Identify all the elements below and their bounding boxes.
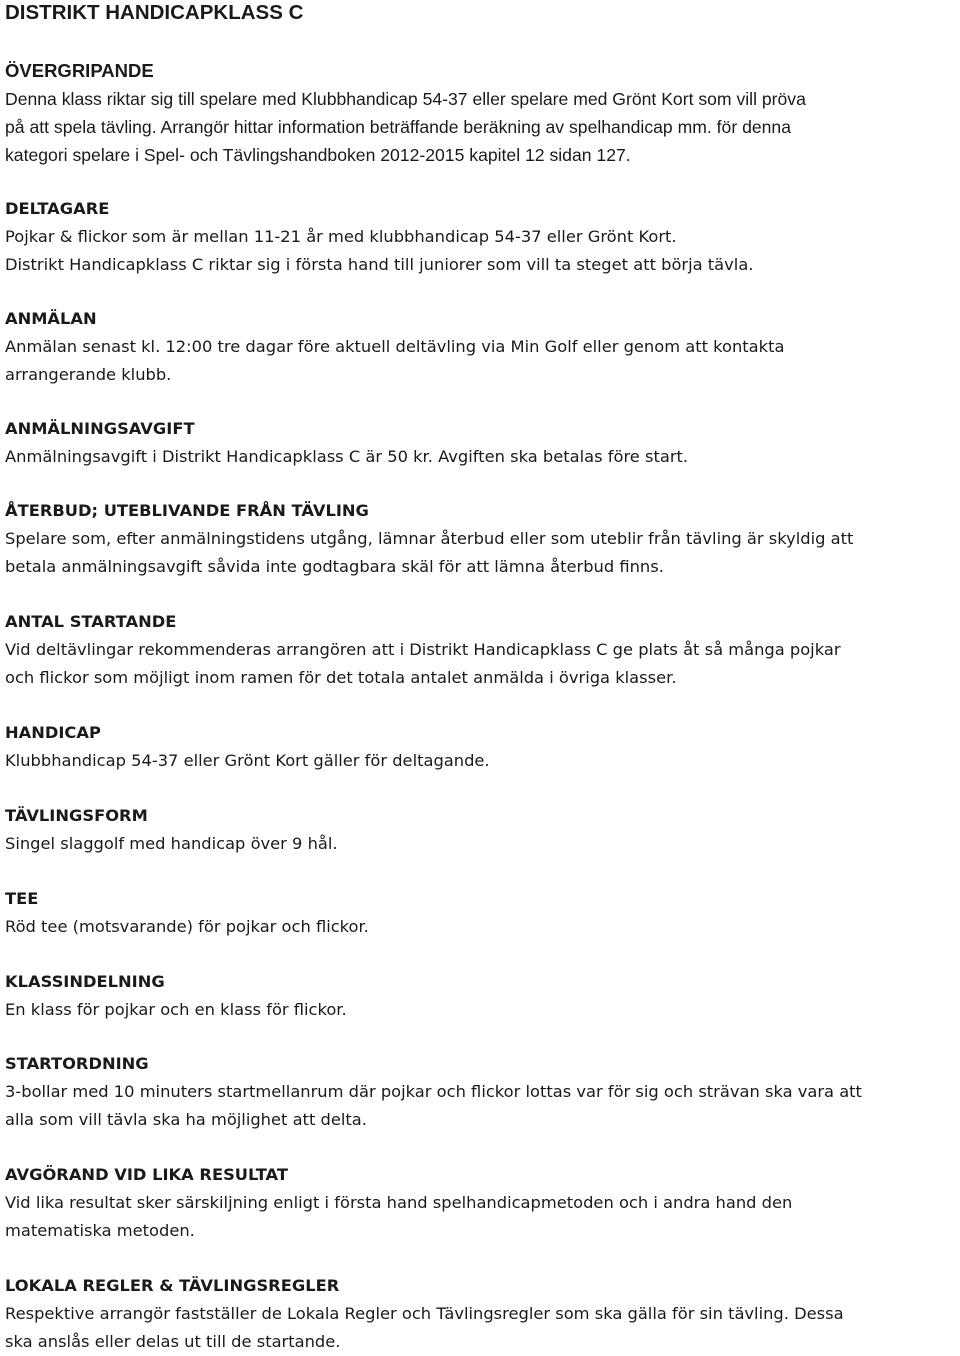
section-tavlingsform bbox=[5, 802, 957, 858]
body-line: Vid deltävlingar rekommenderas arrangören att i Distrikt Handicapklass C ge plats åt så många pojkar bbox=[5, 640, 841, 659]
body-line: Denna klass riktar sig till spelare med Klubbhandicap 54-37 eller spelare med Grönt Kort som vill pröva bbox=[5, 89, 806, 109]
section-heading: TÄVLINGSFORM bbox=[5, 806, 148, 825]
section-heading: TEE bbox=[5, 889, 39, 908]
section-body bbox=[5, 913, 957, 941]
section-body bbox=[5, 996, 957, 1024]
section-body bbox=[5, 1300, 957, 1356]
section-body bbox=[5, 333, 957, 389]
section-aterbud bbox=[5, 497, 957, 581]
body-line: och flickor som möjligt inom ramen för det totala antalet anmälda i övriga klasser. bbox=[5, 668, 677, 687]
section-heading: ANMÄLAN bbox=[5, 309, 97, 328]
section-heading: HANDICAP bbox=[5, 723, 101, 742]
section-heading: ÖVERGRIPANDE bbox=[5, 60, 154, 81]
body-line: Anmälan senast kl. 12:00 tre dagar före aktuell deltävling via Min Golf eller genom att kontakta bbox=[5, 337, 785, 356]
body-line: Spelare som, efter anmälningstidens utgång, lämnar återbud eller som uteblir från tävling är skyldig att bbox=[5, 529, 854, 548]
body-line: 3-bollar med 10 minuters startmellanrum där pojkar och flickor lottas var för sig och strävan ska vara att bbox=[5, 1082, 862, 1101]
body-line: på att spela tävling. Arrangör hittar information beträffande beräkning av spelhandicap mm. för denna bbox=[5, 117, 792, 137]
section-body bbox=[5, 747, 957, 775]
section-startordning bbox=[5, 1050, 957, 1134]
body-line: ska anslås eller delas ut till de startande. bbox=[5, 1332, 341, 1351]
section-heading: LOKALA REGLER & TÄVLINGSREGLER bbox=[5, 1276, 340, 1295]
section-body bbox=[5, 636, 957, 692]
body-line: Klubbhandicap 54-37 eller Grönt Kort gäller för deltagande. bbox=[5, 751, 490, 770]
section-avgorande bbox=[5, 1161, 957, 1245]
body-line: Röd tee (motsvarande) för pojkar och flickor. bbox=[5, 917, 369, 936]
body-line: Vid lika resultat sker särskiljning enligt i första hand spelhandicapmetoden och i andra hand den bbox=[5, 1193, 793, 1212]
body-line: arrangerande klubb. bbox=[5, 365, 172, 384]
section-body bbox=[5, 1189, 957, 1245]
section-handicap bbox=[5, 719, 957, 775]
document-title: DISTRIKT HANDICAPKLASS C bbox=[5, 1, 304, 24]
body-line: betala anmälningsavgift såvida inte godtagbara skäl för att lämna återbud finns. bbox=[5, 557, 664, 576]
section-heading: DELTAGARE bbox=[5, 199, 110, 218]
section-body bbox=[5, 525, 957, 581]
section-overgripande bbox=[5, 57, 957, 169]
section-heading: ANMÄLNINGSAVGIFT bbox=[5, 419, 195, 438]
section-heading: AVGÖRAND VID LIKA RESULTAT bbox=[5, 1165, 288, 1184]
section-body bbox=[5, 1078, 957, 1134]
section-heading: STARTORDNING bbox=[5, 1054, 149, 1073]
section-tee bbox=[5, 885, 957, 941]
section-body bbox=[5, 830, 957, 858]
body-line: matematiska metoden. bbox=[5, 1221, 195, 1240]
section-body bbox=[5, 223, 957, 279]
body-line: Distrikt Handicapklass C riktar sig i första hand till juniorer som vill ta steget att börja tävla. bbox=[5, 255, 754, 274]
section-klassindelning bbox=[5, 968, 957, 1024]
section-heading: KLASSINDELNING bbox=[5, 972, 165, 991]
body-line: Pojkar & flickor som är mellan 11-21 år med klubbhandicap 54-37 eller Grönt Kort. bbox=[5, 227, 677, 246]
body-line: Singel slaggolf med handicap över 9 hål. bbox=[5, 834, 338, 853]
section-body bbox=[5, 443, 957, 471]
section-deltagare bbox=[5, 195, 957, 279]
body-line: En klass för pojkar och en klass för flickor. bbox=[5, 1000, 347, 1019]
section-antal-startande bbox=[5, 608, 957, 692]
body-line: Anmälningsavgift i Distrikt Handicapklass C är 50 kr. Avgiften ska betalas före start. bbox=[5, 447, 689, 466]
body-line: kategori spelare i Spel- och Tävlingshandboken 2012-2015 kapitel 12 sidan 127. bbox=[5, 145, 631, 165]
section-anmalningsavgift bbox=[5, 415, 957, 471]
section-anmalan bbox=[5, 305, 957, 389]
section-heading: ÅTERBUD; UTEBLIVANDE FRÅN TÄVLING bbox=[5, 501, 369, 520]
section-heading: ANTAL STARTANDE bbox=[5, 612, 177, 631]
section-body bbox=[5, 85, 957, 169]
body-line: alla som vill tävla ska ha möjlighet att delta. bbox=[5, 1110, 367, 1129]
body-line: Respektive arrangör fastställer de Lokala Regler och Tävlingsregler som ska gälla för sin tävling. Dessa bbox=[5, 1304, 844, 1323]
section-lokala-regler bbox=[5, 1272, 957, 1356]
